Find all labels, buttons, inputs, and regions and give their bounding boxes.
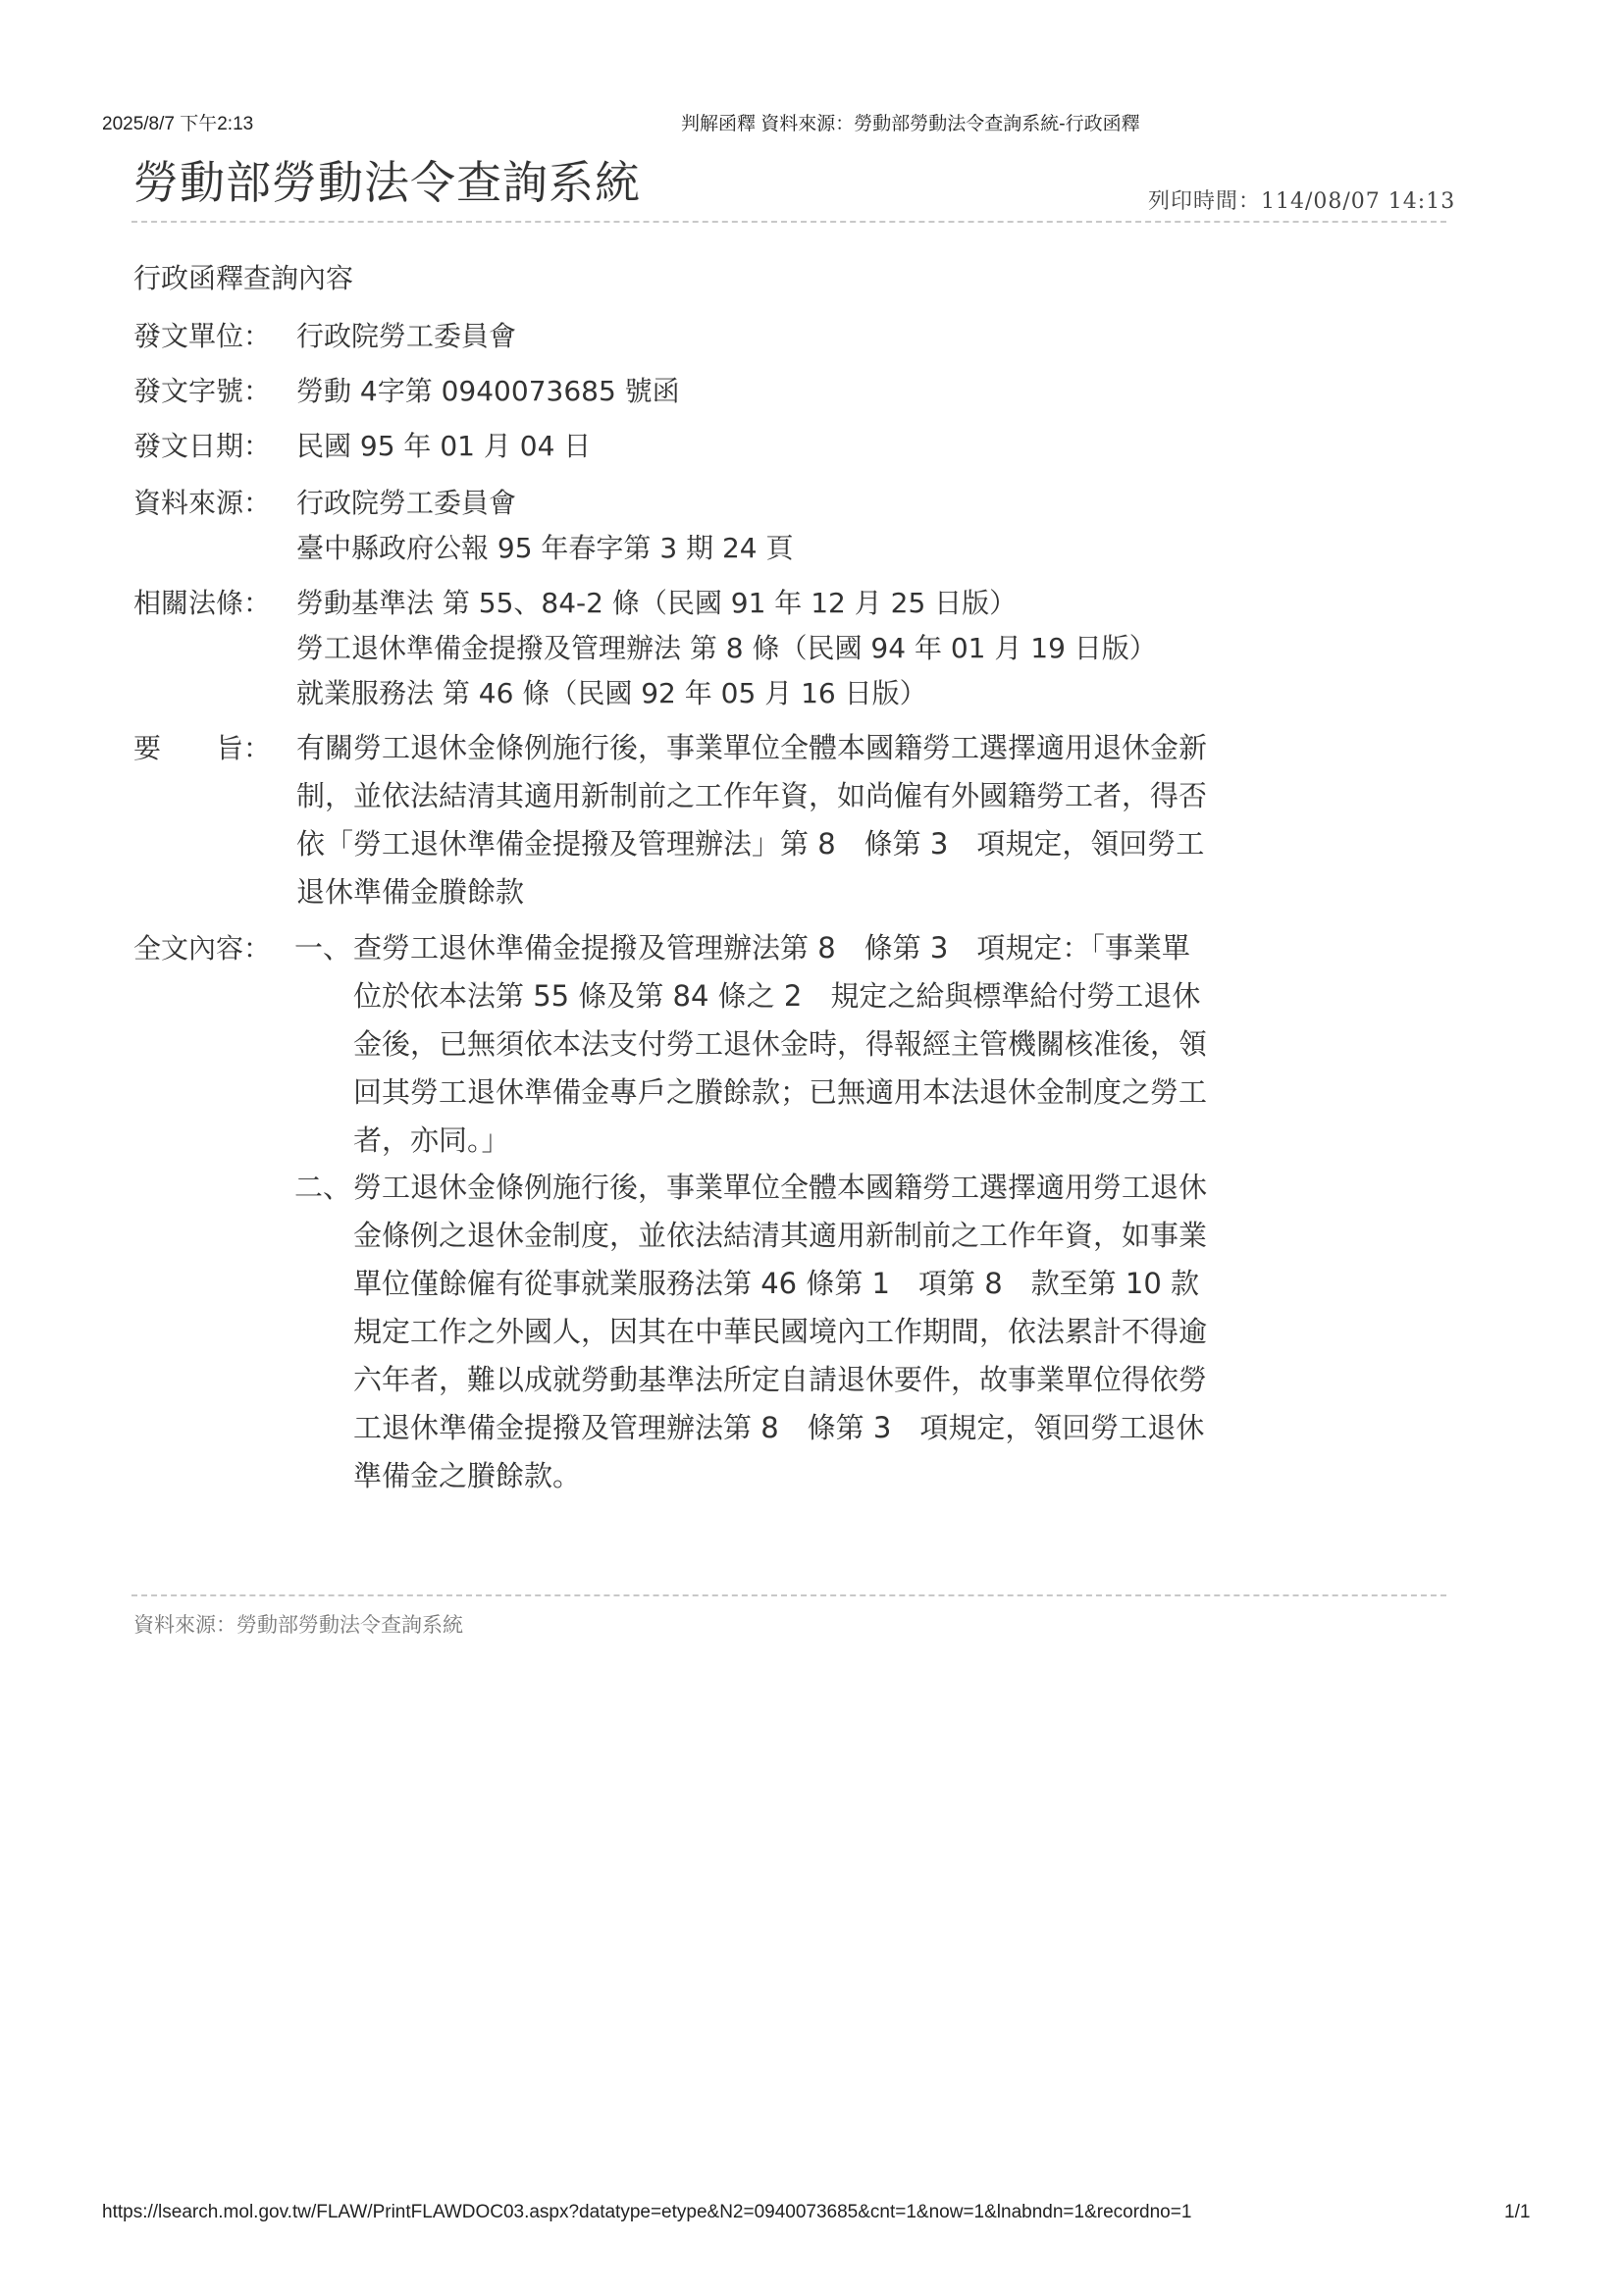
full-text-paragraph-1	[353, 924, 1207, 1165]
print-header	[0, 109, 1623, 138]
paragraph-number: 二、	[294, 1171, 352, 1204]
paragraph-line: 六年者，難以成就勞動基準法所定自請退休要件，故事業單位得依勞	[353, 1363, 1208, 1396]
paragraph-number: 一、	[294, 931, 352, 965]
paragraph-line: 工退休準備金提撥及管理辦法第 8 條第 3 項規定，領回勞工退休	[353, 1411, 1205, 1444]
field-label: 發文日期：	[133, 430, 272, 462]
summary-line: 制，並依法結清其適用新制前之工作年資，如尚僱有外國籍勞工者，得否	[296, 779, 1208, 812]
field-value-line: 行政院勞工委員會	[296, 487, 517, 519]
summary-text	[296, 724, 1207, 916]
page-count: 1/1	[1504, 2202, 1531, 2222]
field-label: 發文單位：	[133, 320, 272, 352]
summary-line: 退休準備金賸餘款	[296, 875, 525, 909]
header-divider	[131, 221, 1446, 223]
system-title: 勞動部勞動法令查詢系統	[133, 156, 641, 209]
page-url: https://lsearch.mol.gov.tw/FLAW/PrintFLAWDOC03.aspx?datatype=etype&N2=0940073685&cnt=1&now=1&lnabndn=1&recordno=1	[102, 2202, 1192, 2222]
paragraph-line: 金條例之退休金制度，並依法結清其適用新制前之工作年資，如事業	[353, 1219, 1208, 1252]
field-label: 全文內容：	[133, 932, 272, 965]
print-page-title: 判解函釋 資料來源：勞動部勞動法令查詢系統-行政函釋	[681, 114, 1140, 134]
paragraph-line: 單位僅餘僱有從事就業服務法第 46 條第 1 項第 8 款至第 10 款	[353, 1267, 1200, 1300]
paragraph-line: 位於依本法第 55 條及第 84 條之 2 規定之給與標準給付勞工退休	[353, 979, 1201, 1013]
field-value: 民國 95 年 01 月 04 日	[296, 430, 592, 462]
paragraph-line: 查勞工退休準備金提撥及管理辦法第 8 條第 3 項規定：「事業單	[353, 931, 1190, 965]
related-law-line: 就業服務法 第 46 條（民國 92 年 05 月 16 日版）	[296, 677, 927, 709]
field-value: 行政院勞工委員會	[296, 320, 517, 352]
source-footer: 資料來源：勞動部勞動法令查詢系統	[133, 1613, 463, 1637]
full-text-paragraph-2	[353, 1164, 1207, 1500]
paragraph-line: 回其勞工退休準備金專戶之賸餘款；已無適用本法退休金制度之勞工	[353, 1075, 1208, 1109]
field-label: 相關法條：	[133, 587, 272, 619]
paragraph-line: 準備金之賸餘款。	[353, 1459, 582, 1492]
field-label: 資料來源：	[133, 487, 272, 519]
footer-divider	[131, 1594, 1446, 1596]
field-value: 勞動 4字第 0940073685 號函	[296, 375, 680, 407]
summary-line: 依「勞工退休準備金提撥及管理辦法」第 8 條第 3 項規定，領回勞工	[296, 827, 1205, 861]
related-law-line: 勞工退休準備金提撥及管理辦法 第 8 條（民國 94 年 01 月 19 日版）	[296, 632, 1157, 664]
field-label: 發文字號：	[133, 375, 272, 407]
field-label: 要 旨：	[133, 732, 272, 764]
document-heading: 行政函釋查詢內容	[133, 262, 354, 294]
paragraph-line: 者，亦同。」	[353, 1123, 510, 1157]
paragraph-line: 勞工退休金條例施行後，事業單位全體本國籍勞工選擇適用勞工退休	[353, 1171, 1208, 1204]
print-date: 2025/8/7 下午2:13	[102, 114, 254, 134]
summary-line: 有關勞工退休金條例施行後，事業單位全體本國籍勞工選擇適用退休金新	[296, 731, 1208, 764]
paragraph-line: 規定工作之外國人，因其在中華民國境內工作期間，依法累計不得逾	[353, 1315, 1208, 1348]
paragraph-line: 金後，已無須依本法支付勞工退休金時，得報經主管機關核准後，領	[353, 1027, 1208, 1061]
related-law-line: 勞動基準法 第 55、84-2 條（民國 91 年 12 月 25 日版）	[296, 587, 1018, 619]
field-value-line: 臺中縣政府公報 95 年春字第 3 期 24 頁	[296, 532, 794, 564]
print-time: 列印時間：114/08/07 14:13	[1148, 189, 1456, 214]
